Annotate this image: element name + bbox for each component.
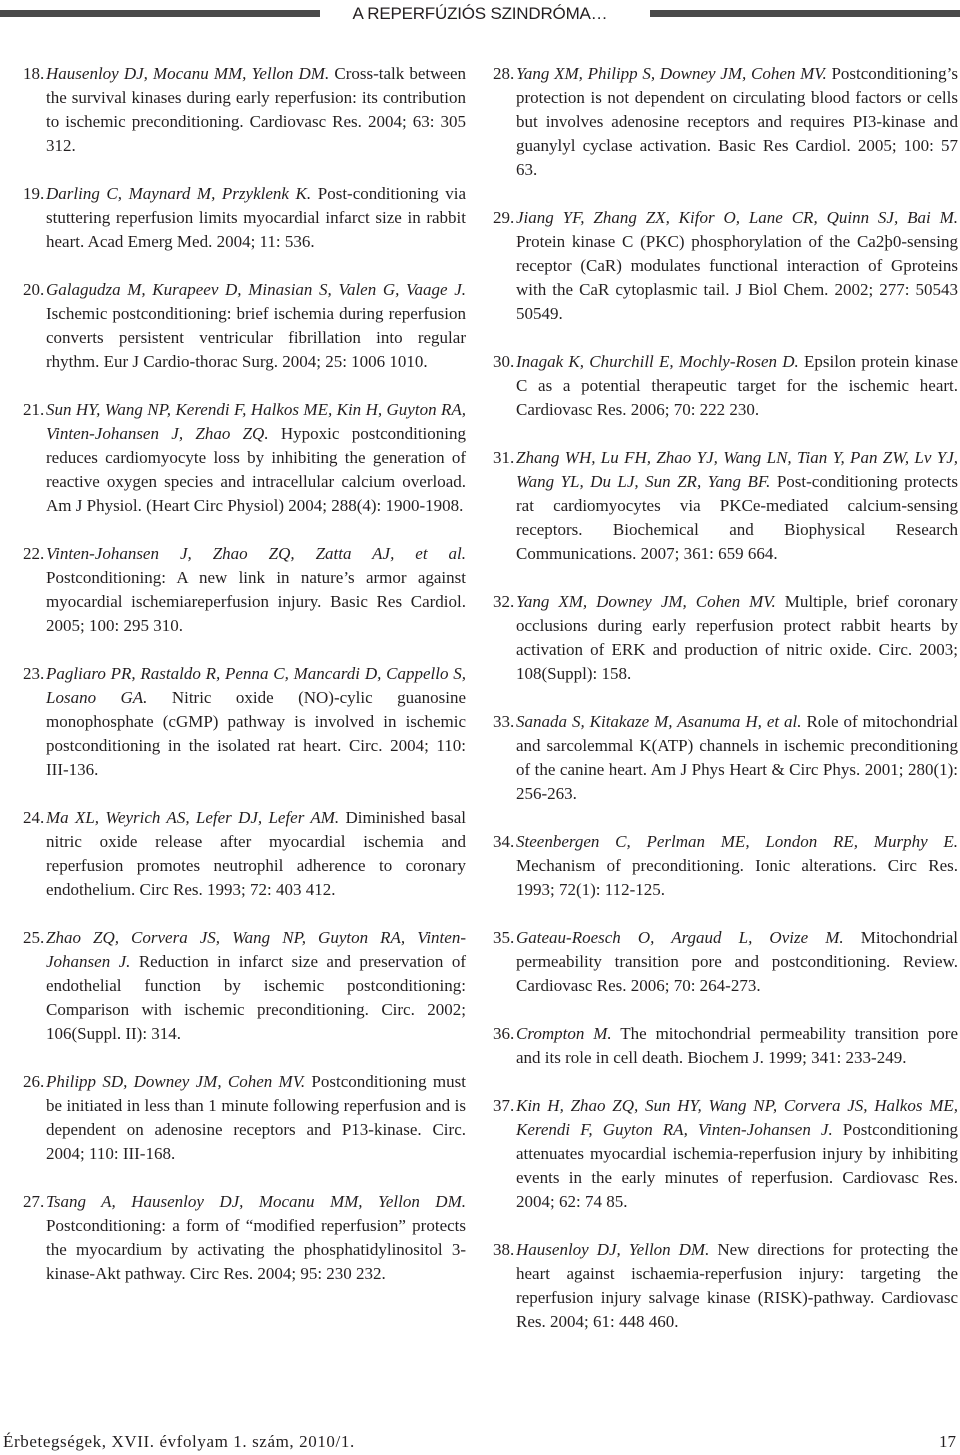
reference-text: Role of mitochondrial and sarcolemmal K(ATP) channels in ischemic preconditioning of the canine heart. Am J Phys Heart & Circ Phys. 2001; 280(1): 256-263.	[516, 712, 958, 803]
reference-text: Postconditioning: A new link in nature’s armor against myocardial ischemiareperfusion injury. Basic Res Cardiol. 2005; 100: 295 310.	[46, 568, 466, 635]
page-footer	[0, 1432, 960, 1455]
reference-37	[494, 1094, 958, 1214]
reference-number: 19.	[23, 184, 45, 203]
reference-21	[24, 398, 466, 518]
reference-authors: Yang XM, Philipp S, Downey JM, Cohen MV.	[516, 64, 827, 83]
reference-text: Mechanism of preconditioning. Ionic alterations. Circ Res. 1993; 72(1): 112-125.	[516, 856, 958, 899]
reference-authors: Vinten-Johansen J, Zhao ZQ, Zatta AJ, et al.	[46, 544, 466, 563]
reference-authors: Tsang A, Hausenloy DJ, Mocanu MM, Yellon DM.	[46, 1192, 466, 1211]
reference-25	[24, 926, 466, 1046]
reference-text: Postconditioning: a form of “modified reperfusion” protects the myocardium by activating the phosphatidylinositol 3-kinase-Akt pathway. Circ Res. 2004; 95: 230 232.	[46, 1216, 466, 1283]
reference-34	[494, 830, 958, 902]
reference-number: 38.	[493, 1240, 515, 1259]
reference-text: The mitochondrial permeability transition pore and its role in cell death. Biochem J. 1999; 341: 233-249.	[516, 1024, 958, 1067]
reference-20	[24, 278, 466, 374]
reference-authors: Philipp SD, Downey JM, Cohen MV.	[46, 1072, 306, 1091]
reference-text: Reduction in infarct size and preservation of endothelial function by ischemic postconditioning: Comparison with ischemic preconditioning. Circ. 2002; 106(Suppl. II): 314.	[46, 952, 466, 1043]
reference-23	[24, 662, 466, 782]
running-header	[0, 0, 960, 30]
reference-number: 35.	[493, 928, 515, 947]
reference-number: 21.	[23, 400, 45, 419]
reference-text: Post-conditioning via stuttering reperfusion limits myocardial infarct size in rabbit heart. Acad Emerg Med. 2004; 11: 536.	[46, 184, 467, 251]
reference-number: 31.	[493, 448, 515, 467]
reference-column-right	[494, 62, 958, 1358]
reference-number: 27.	[23, 1192, 45, 1211]
reference-number: 26.	[23, 1072, 45, 1091]
reference-text: Postconditioning attenuates myocardial ischemia-reperfusion injury by inhibiting events in the early minutes of reperfusion. Cardiovasc Res. 2004; 62: 74 85.	[516, 1120, 959, 1211]
reference-text: Epsilon protein kinase C as a potential therapeutic target for the ischemic heart. Cardiovasc Res. 2006; 70: 222 230.	[516, 352, 959, 419]
reference-text: Hypoxic postconditioning reduces cardiomyocyte loss by inhibiting the generation of reactive oxygen species and intracellular calcium overload. Am J Physiol. (Heart Circ Physiol) 2004; 288(4): 1900-1908.	[46, 424, 467, 515]
reference-29	[494, 206, 958, 326]
reference-authors: Kin H, Zhao ZQ, Sun HY, Wang NP, Corvera JS, Halkos ME, Kerendi F, Guyton RA, Vinten-Johansen J.	[516, 1096, 958, 1139]
reference-text: Postconditioning’s protection is not dependent on circulating blood factors or cells but involves adenosine receptors and requires PI3-kinase and guanylyl cyclase activation. Basic Res Cardiol. 2005; 100: 57 63.	[516, 64, 959, 179]
reference-authors: Zhang WH, Lu FH, Zhao YJ, Wang LN, Tian Y, Pan ZW, Lv YJ, Wang YL, Du LJ, Sun ZR, Yang BF.	[516, 448, 958, 491]
reference-authors: Hausenloy DJ, Mocanu MM, Yellon DM.	[46, 64, 330, 83]
reference-number: 25.	[23, 928, 45, 947]
reference-27	[24, 1190, 466, 1286]
reference-authors: Sun HY, Wang NP, Kerendi F, Halkos ME, Kin H, Guyton RA, Vinten-Johansen J, Zhao ZQ.	[46, 400, 466, 443]
header-rule-left	[0, 10, 320, 17]
reference-authors: Pagliaro PR, Rastaldo R, Penna C, Mancardi D, Cappello S, Losano GA.	[46, 664, 466, 707]
reference-30	[494, 350, 958, 422]
reference-number: 34.	[493, 832, 515, 851]
reference-authors: Hausenloy DJ, Yellon DM.	[516, 1240, 710, 1259]
running-title: A REPERFÚZIÓS SZINDRÓMA…	[352, 4, 608, 23]
reference-authors: Sanada S, Kitakaze M, Asanuma H, et al.	[516, 712, 802, 731]
reference-18	[24, 62, 466, 158]
reference-36	[494, 1022, 958, 1070]
reference-33	[494, 710, 958, 806]
reference-authors: Galagudza M, Kurapeev D, Minasian S, Valen G, Vaage J.	[46, 280, 466, 299]
reference-authors: Zhao ZQ, Corvera JS, Wang NP, Guyton RA, Vinten-Johansen J.	[46, 928, 466, 971]
reference-32	[494, 590, 958, 686]
reference-number: 37.	[493, 1096, 515, 1115]
reference-text: Postconditioning must be initiated in less than 1 minute following reperfusion and is dependent on adenosine receptors and P13-kinase. Circ. 2004; 110: III-168.	[46, 1072, 466, 1163]
page-number: 17	[939, 1432, 956, 1451]
reference-number: 36.	[493, 1024, 515, 1043]
reference-22	[24, 542, 466, 638]
reference-26	[24, 1070, 466, 1166]
reference-number: 23.	[23, 664, 45, 683]
reference-35	[494, 926, 958, 998]
reference-number: 24.	[23, 808, 45, 827]
reference-31	[494, 446, 958, 566]
reference-column-left	[24, 62, 466, 1310]
reference-text: Post-conditioning protects rat cardiomyocytes via PKCe-mediated calcium-sensing receptors. Biochemical and Biophysical Research Communications. 2007; 361: 659 664.	[516, 472, 958, 563]
reference-number: 28.	[493, 64, 515, 83]
header-rule-right	[650, 10, 960, 17]
reference-authors: Inagak K, Churchill E, Mochly-Rosen D.	[516, 352, 799, 371]
reference-number: 22.	[23, 544, 45, 563]
reference-text: Mitochondrial permeability transition pore and postconditioning. Review. Cardiovasc Res. 2006; 70: 264-273.	[516, 928, 958, 995]
journal-citation: Érbetegségek, XVII. évfolyam 1. szám, 2010/1.	[3, 1432, 355, 1451]
reference-text: Protein kinase C (PKC) phosphorylation of the Ca2þ0-sensing receptor (CaR) modulates functional interaction of Gproteins with the CaR cytoplasmic tail. J Biol Chem. 2002; 277: 50543 50549.	[516, 232, 958, 323]
reference-text: Ischemic postconditioning: brief ischemia during reperfusion converts persistent ventricular fibrillation into regular rhythm. Eur J Cardio-thorac Surg. 2004; 25: 1006 1010.	[46, 304, 466, 371]
reference-authors: Yang XM, Downey JM, Cohen MV.	[516, 592, 776, 611]
reference-38	[494, 1238, 958, 1334]
reference-text: New directions for protecting the heart against ischaemia-reperfusion injury: targeting the reperfusion injury salvage kinase (RISK)-pathway. Cardiovasc Res. 2004; 61: 448 460.	[516, 1240, 958, 1331]
reference-authors: Ma XL, Weyrich AS, Lefer DJ, Lefer AM.	[46, 808, 340, 827]
reference-authors: Steenbergen C, Perlman ME, London RE, Murphy E.	[516, 832, 958, 851]
reference-text: Diminished basal nitric oxide release after myocardial ischemia and reperfusion promotes neutrophil adherence to coronary endothelium. Circ Res. 1993; 72: 403 412.	[46, 808, 467, 899]
reference-authors: Gateau-Roesch O, Argaud L, Ovize M.	[516, 928, 844, 947]
reference-authors: Jiang YF, Zhang ZX, Kifor O, Lane CR, Quinn SJ, Bai M.	[516, 208, 958, 227]
reference-28	[494, 62, 958, 182]
reference-text: Nitric oxide (NO)-cylic guanosine monophosphate (cGMP) pathway is involved in ischemic postconditioning in the isolated rat heart. Circ. 2004; 110: III-136.	[46, 688, 467, 779]
reference-number: 30.	[493, 352, 515, 371]
reference-text: Cross-talk between the survival kinases during early reperfusion: its contribution to ischemic preconditioning. Cardiovasc Res. 2004; 63: 305 312.	[46, 64, 466, 155]
reference-19	[24, 182, 466, 254]
reference-number: 33.	[493, 712, 515, 731]
reference-24	[24, 806, 466, 902]
reference-text: Multiple, brief coronary occlusions during early reperfusion protect rabbit hearts by activation of ERK and production of nitric oxide. Circ. 2003; 108(Suppl): 158.	[516, 592, 959, 683]
reference-number: 18.	[23, 64, 45, 83]
reference-number: 20.	[23, 280, 45, 299]
reference-number: 32.	[493, 592, 515, 611]
reference-authors: Darling C, Maynard M, Przyklenk K.	[46, 184, 312, 203]
reference-authors: Crompton M.	[516, 1024, 612, 1043]
reference-number: 29.	[493, 208, 515, 227]
